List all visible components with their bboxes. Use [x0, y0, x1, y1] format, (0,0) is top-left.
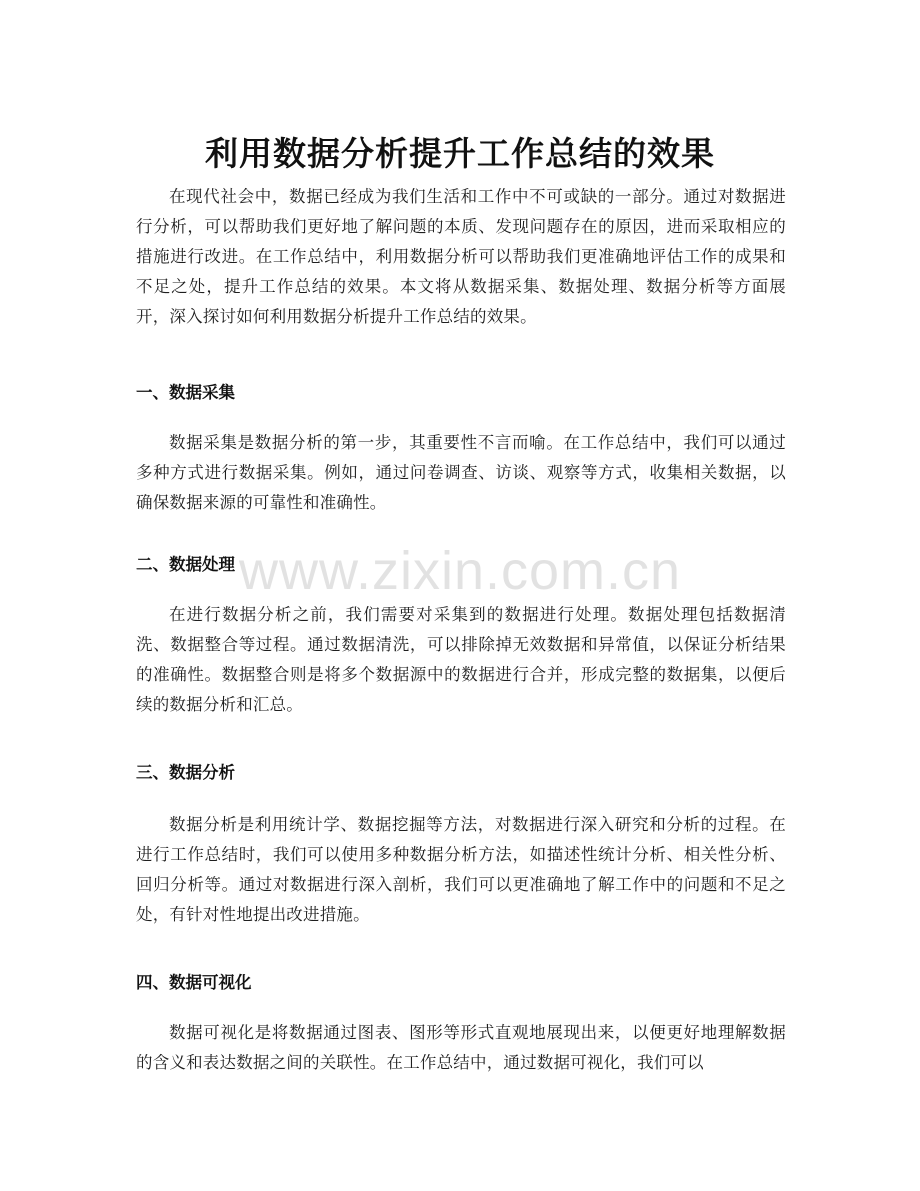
intro-paragraph: 在现代社会中，数据已经成为我们生活和工作中不可或缺的一部分。通过对数据进行分析，可以帮助我们更好地了解问题的本质、发现问题存在的原因，进而采取相应的措施进行改进。在工作总结中，利用数据分析可以帮助我们更准确地评估工作的成果和不足之处，提升工作总结的效果。本文将从数据采集、数据处理、数据分析等方面展开，深入探讨如何利用数据分析提升工作总结的效果。: [136, 187, 786, 326]
section-heading-data-analysis: 三、数据分析: [136, 763, 235, 782]
section-heading-data-processing: 二、数据处理: [136, 555, 235, 574]
section-heading-data-collection: 一、数据采集: [136, 383, 235, 402]
section-body-data-collection: 数据采集是数据分析的第一步，其重要性不言而喻。在工作总结中，我们可以通过多种方式进行数据采集。例如，通过问卷调查、访谈、观察等方式，收集相关数据，以确保数据来源的可靠性和准确性。: [136, 433, 786, 512]
section-body-data-visualization: 数据可视化是将数据通过图表、图形等形式直观地展现出来，以便更好地理解数据的含义和表达数据之间的关联性。在工作总结中，通过数据可视化，我们可以: [136, 1023, 786, 1072]
section-body-data-processing: 在进行数据分析之前，我们需要对采集到的数据进行处理。数据处理包括数据清洗、数据整合等过程。通过数据清洗，可以排除掉无效数据和异常值，以保证分析结果的准确性。数据整合则是将多个数据源中的数据进行合并，形成完整的数据集，以便后续的数据分析和汇总。: [136, 605, 786, 714]
section-heading-data-visualization: 四、数据可视化: [136, 973, 252, 992]
section-body-data-analysis: 数据分析是利用统计学、数据挖掘等方法，对数据进行深入研究和分析的过程。在进行工作总结时，我们可以使用多种数据分析方法，如描述性统计分析、相关性分析、回归分析等。通过对数据进行深入剖析，我们可以更准确地了解工作中的问题和不足之处，有针对性地提出改进措施。: [136, 815, 786, 924]
watermark-text: www.zixin.com.cn: [238, 541, 682, 601]
document-title: 利用数据分析提升工作总结的效果: [205, 134, 715, 174]
